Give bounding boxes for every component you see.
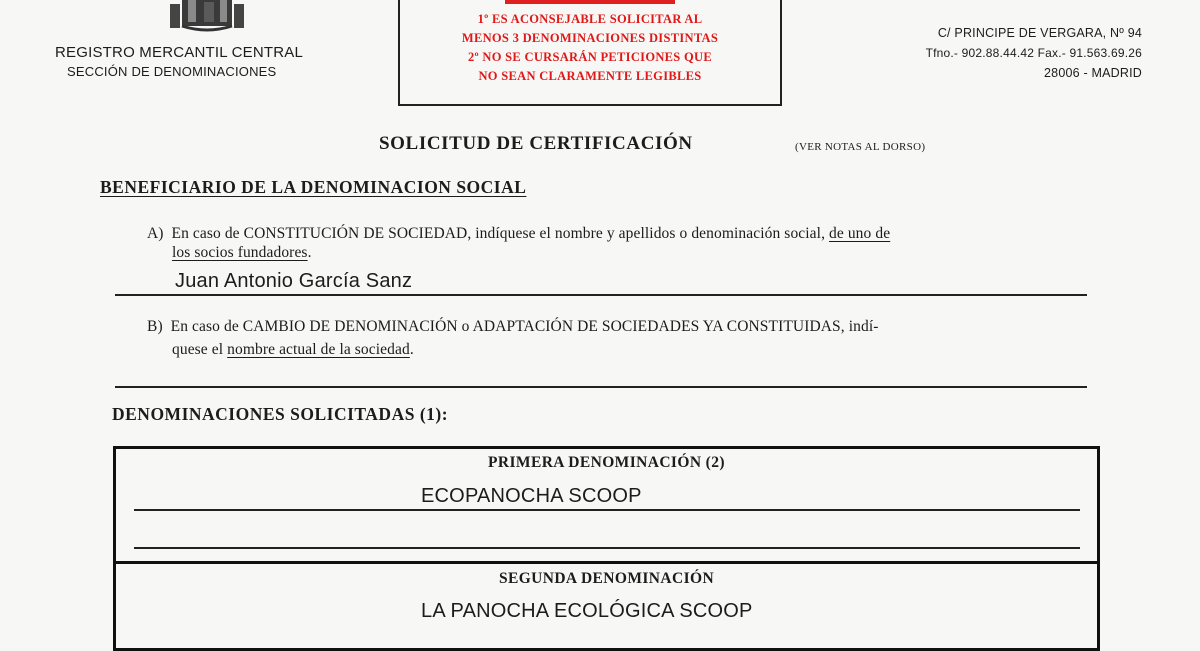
coat-of-arms-icon [168,0,246,32]
first-name-line-1 [134,509,1080,511]
notice-line-4: NO SEAN CLARAMENTE LEGIBLES [478,69,702,83]
second-name-value[interactable]: LA PANOCHA ECOLÓGICA SCOOP [421,600,753,622]
current-name-line [115,386,1087,388]
address-street: C/ PRINCIPE DE VERGARA, Nº 94 [937,26,1142,40]
first-name-value[interactable]: ECOPANOCHA SCOOP [421,485,642,507]
address-phones: Tfno.- 902.88.44.42 Fax.- 91.563.69.26 [925,46,1142,60]
form-title-note: (VER NOTAS AL DORSO) [795,141,926,153]
paragraph-b-text-2: quese el [172,341,224,358]
paragraph-a-text: En caso de CONSTITUCIÓN DE SOCIEDAD, indíquese el nombre y apellidos o denominación social, [171,225,826,242]
notice-line-1: 1º ES ACONSEJABLE SOLICITAR AL [477,12,703,26]
beneficiary-heading: BENEFICIARIO DE LA DENOMINACION SOCIAL [100,177,527,197]
paragraph-b-end: . [409,341,414,358]
paragraph-b-underlined: nombre actual de la sociedad [227,341,410,358]
paragraph-a-end: . [307,244,312,261]
notice-header-bar [505,0,675,4]
notice-line-2: MENOS 3 DENOMINACIONES DISTINTAS [461,31,719,45]
paragraph-b-line-1 [147,318,879,336]
paragraph-b-text: En caso de CAMBIO DE DENOMINACIÓN o ADAPTACIÓN DE SOCIEDADES YA CONSTITUIDAS, indí- [170,318,879,335]
marker-a: A) [147,225,164,242]
paragraph-b-line-2 [172,341,414,359]
paragraph-a-line-2 [172,244,312,262]
second-name-box [113,561,1100,651]
form-title: SOLICITUD DE CERTIFICACIÓN [379,133,693,154]
paragraph-a-founders: los socios fundadores [172,244,308,261]
founder-name-line [115,294,1087,296]
registry-name: REGISTRO MERCANTIL CENTRAL [55,44,304,61]
first-name-line-2 [134,547,1080,549]
address-city: 28006 - MADRID [1044,66,1142,80]
paragraph-a-line-1 [147,225,890,243]
marker-b: B) [147,318,163,335]
requested-heading: DENOMINACIONES SOLICITADAS (1): [112,404,449,424]
paragraph-a-underlined: de uno de [829,225,891,242]
first-name-box [113,446,1100,564]
notice-line-3: 2º NO SE CURSARÁN PETICIONES QUE [468,50,712,64]
second-name-title: SEGUNDA DENOMINACIÓN [498,570,715,587]
founder-name-value[interactable]: Juan Antonio García Sanz [175,270,413,292]
registry-section: SECCIÓN DE DENOMINACIONES [67,64,277,79]
first-name-title: PRIMERA DENOMINACIÓN (2) [488,454,725,471]
notice-box [398,0,782,106]
